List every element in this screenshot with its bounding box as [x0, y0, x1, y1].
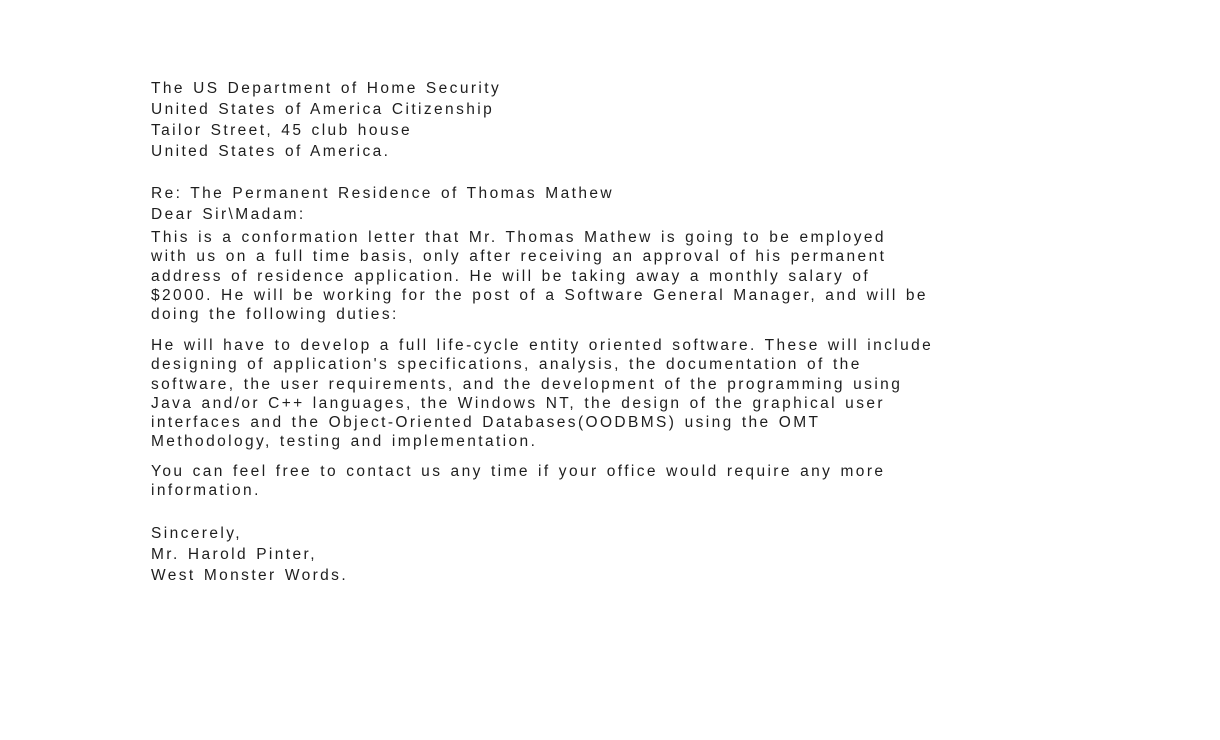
paragraph-line: doing the following duties: [151, 306, 399, 324]
paragraph-line: $2000. He will be working for the post of a Software General Manager, and will be [151, 286, 928, 304]
closing-line: Mr. Harold Pinter, [151, 546, 317, 563]
paragraph-line: software, the user requirements, and the development of the programming using [151, 375, 903, 393]
address-line: Tailor Street, 45 club house [151, 122, 413, 139]
paragraph-line: Java and/or C++ languages, the Windows NT, the design of the graphical user [151, 394, 885, 412]
address-line: United States of America. [151, 143, 391, 160]
paragraph-line: designing of application's specifications, analysis, the documentation of the [151, 356, 862, 374]
closing-line: West Monster Words. [151, 567, 349, 584]
paragraph-line: interfaces and the Object-Oriented Databases(OODBMS) using the OMT [151, 414, 821, 432]
salutation: Dear Sir\Madam: [151, 206, 306, 223]
subject-line: Re: The Permanent Residence of Thomas Mathew [151, 185, 614, 202]
paragraph-line: He will have to develop a full life-cycle entity oriented software. These will include [151, 337, 934, 354]
closing-line: Sincerely, [151, 525, 242, 542]
paragraph-line: with us on a full time basis, only after receiving an approval of his permanent [151, 248, 887, 266]
address-line: The US Department of Home Security [151, 80, 502, 97]
signature-block [151, 523, 348, 586]
address-line: United States of America Citizenship [151, 101, 495, 118]
paragraph-line: information. [151, 482, 261, 500]
paragraph-line: Methodology, testing and implementation. [151, 433, 538, 451]
paragraph-line: You can feel free to contact us any time if your office would require any more [151, 463, 886, 480]
body-paragraph-3 [151, 462, 885, 501]
paragraph-line: This is a conformation letter that Mr. Thomas Mathew is going to be employed [151, 229, 886, 246]
paragraph-line: address of residence application. He will be taking away a monthly salary of [151, 267, 871, 285]
body-paragraph-2 [151, 336, 933, 452]
subject-and-salutation [151, 183, 614, 225]
recipient-address [151, 78, 501, 162]
body-paragraph-1 [151, 228, 928, 324]
